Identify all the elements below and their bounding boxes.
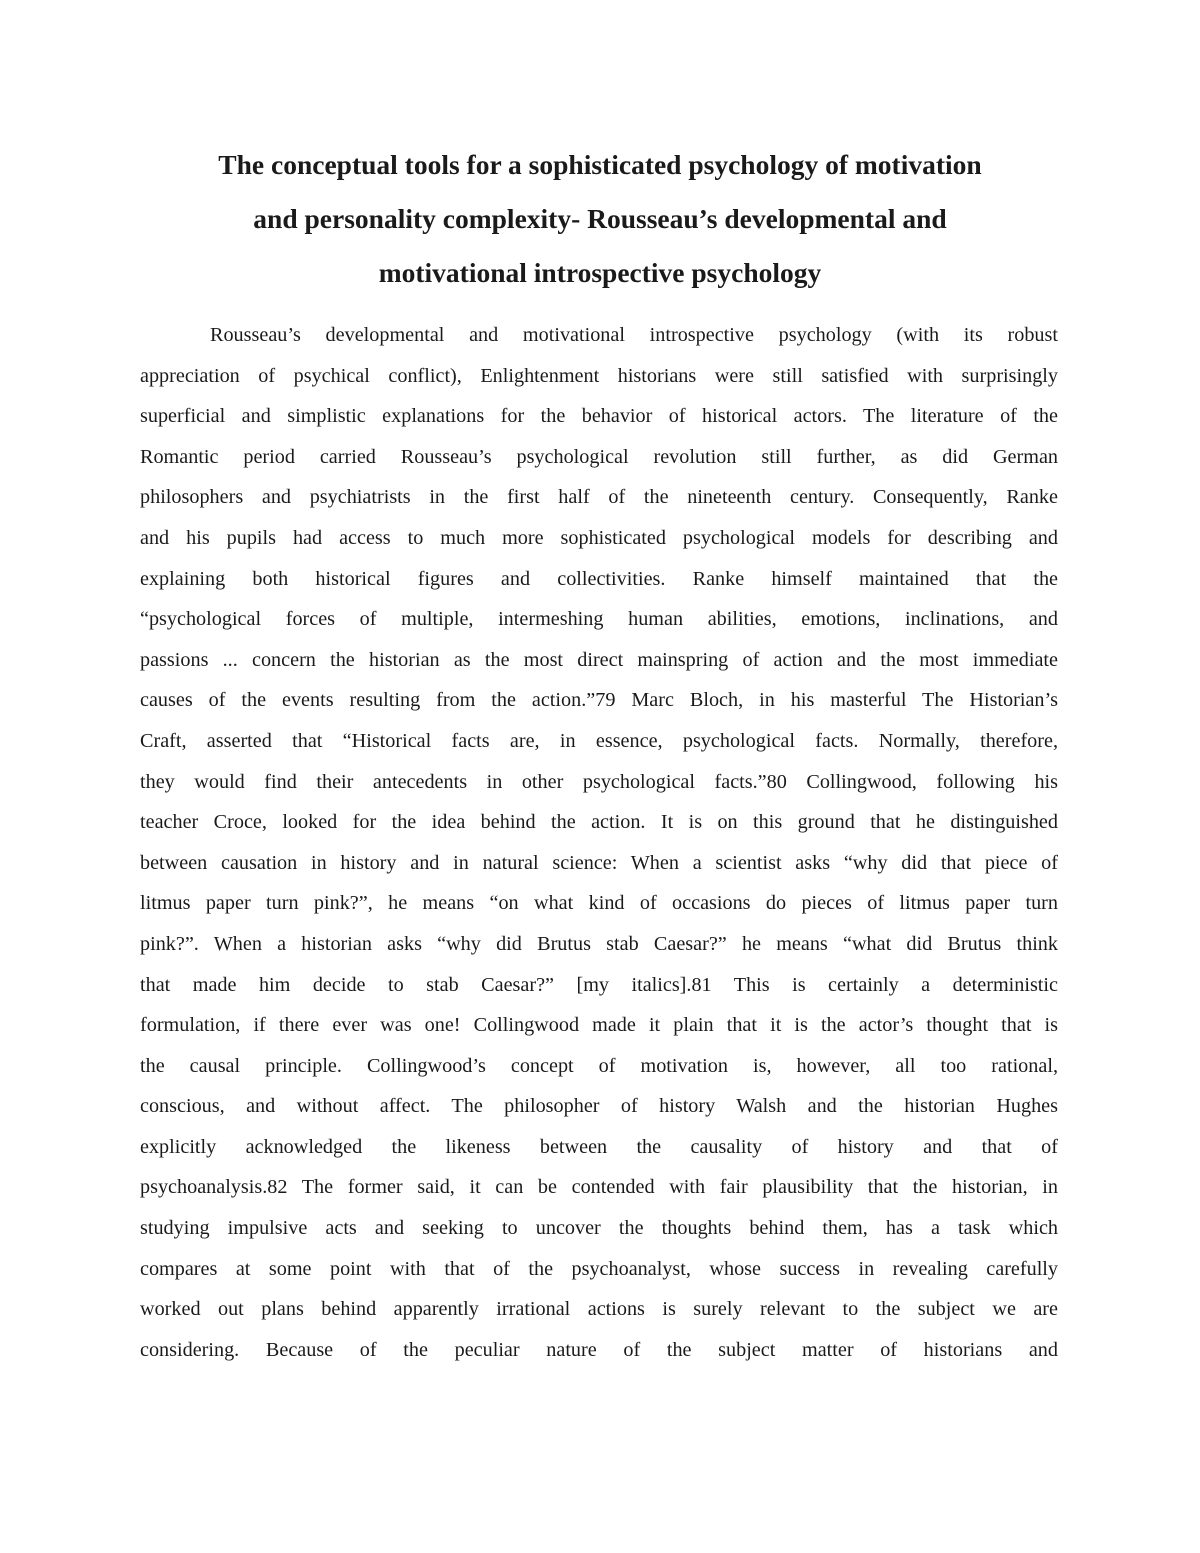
body-line: causes of the events resulting from the action.”79 Marc Bloch, in his masterful The Historian’s xyxy=(140,689,1058,712)
title-line: motivational introspective psychology xyxy=(378,257,822,288)
body-line: between causation in history and in natural science: When a scientist asks “why did that piece of xyxy=(140,851,1058,874)
body-line: philosophers and psychiatrists in the first half of the nineteenth century. Consequently, Ranke xyxy=(140,486,1058,509)
body-line: psychoanalysis.82 The former said, it can be contended with fair plausibility that the historian, in xyxy=(140,1176,1058,1199)
document-title xyxy=(140,138,1060,300)
body-line: Craft, asserted that “Historical facts are, in essence, psychological facts. Normally, therefore, xyxy=(140,729,1058,752)
body-line: conscious, and without affect. The philosopher of history Walsh and the historian Hughes xyxy=(140,1095,1058,1118)
body-line: that made him decide to stab Caesar?” [my italics].81 This is certainly a deterministic xyxy=(140,973,1058,996)
body-line: Romantic period carried Rousseau’s psychological revolution still further, as did German xyxy=(140,445,1058,468)
body-paragraph xyxy=(140,315,1058,1370)
body-line: Rousseau’s developmental and motivational introspective psychology (with its robust xyxy=(210,324,1058,346)
body-line: “psychological forces of multiple, intermeshing human abilities, emotions, inclinations, and xyxy=(140,608,1058,631)
body-line: teacher Croce, looked for the idea behind the action. It is on this ground that he distinguished xyxy=(140,811,1058,834)
body-line: they would find their antecedents in other psychological facts.”80 Collingwood, following his xyxy=(140,770,1058,793)
body-line: and his pupils had access to much more sophisticated psychological models for describing and xyxy=(140,526,1058,549)
body-line: pink?”. When a historian asks “why did Brutus stab Caesar?” he means “what did Brutus think xyxy=(140,932,1058,955)
title-line: and personality complexity- Rousseau’s developmental and xyxy=(253,203,947,234)
body-line: formulation, if there ever was one! Collingwood made it plain that it is the actor’s thought that is xyxy=(140,1014,1058,1037)
body-line: explaining both historical figures and collectivities. Ranke himself maintained that the xyxy=(140,567,1058,590)
body-line: compares at some point with that of the psychoanalyst, whose success in revealing carefully xyxy=(140,1257,1058,1280)
title-line: The conceptual tools for a sophisticated psychology of motivation xyxy=(218,149,982,180)
body-line: studying impulsive acts and seeking to uncover the thoughts behind them, has a task which xyxy=(140,1217,1058,1240)
body-line: appreciation of psychical conflict), Enlightenment historians were still satisfied with surprisingly xyxy=(140,364,1058,387)
body-line: passions ... concern the historian as the most direct mainspring of action and the most immediate xyxy=(140,648,1058,671)
body-line: considering. Because of the peculiar nature of the subject matter of historians and xyxy=(140,1338,1058,1361)
body-line: the causal principle. Collingwood’s concept of motivation is, however, all too rational, xyxy=(140,1054,1058,1077)
body-line: explicitly acknowledged the likeness between the causality of history and that of xyxy=(140,1135,1058,1158)
body-line: worked out plans behind apparently irrational actions is surely relevant to the subject we are xyxy=(140,1298,1058,1321)
body-line: superficial and simplistic explanations for the behavior of historical actors. The literature of the xyxy=(140,405,1058,428)
body-line: litmus paper turn pink?”, he means “on what kind of occasions do pieces of litmus paper turn xyxy=(140,892,1058,915)
